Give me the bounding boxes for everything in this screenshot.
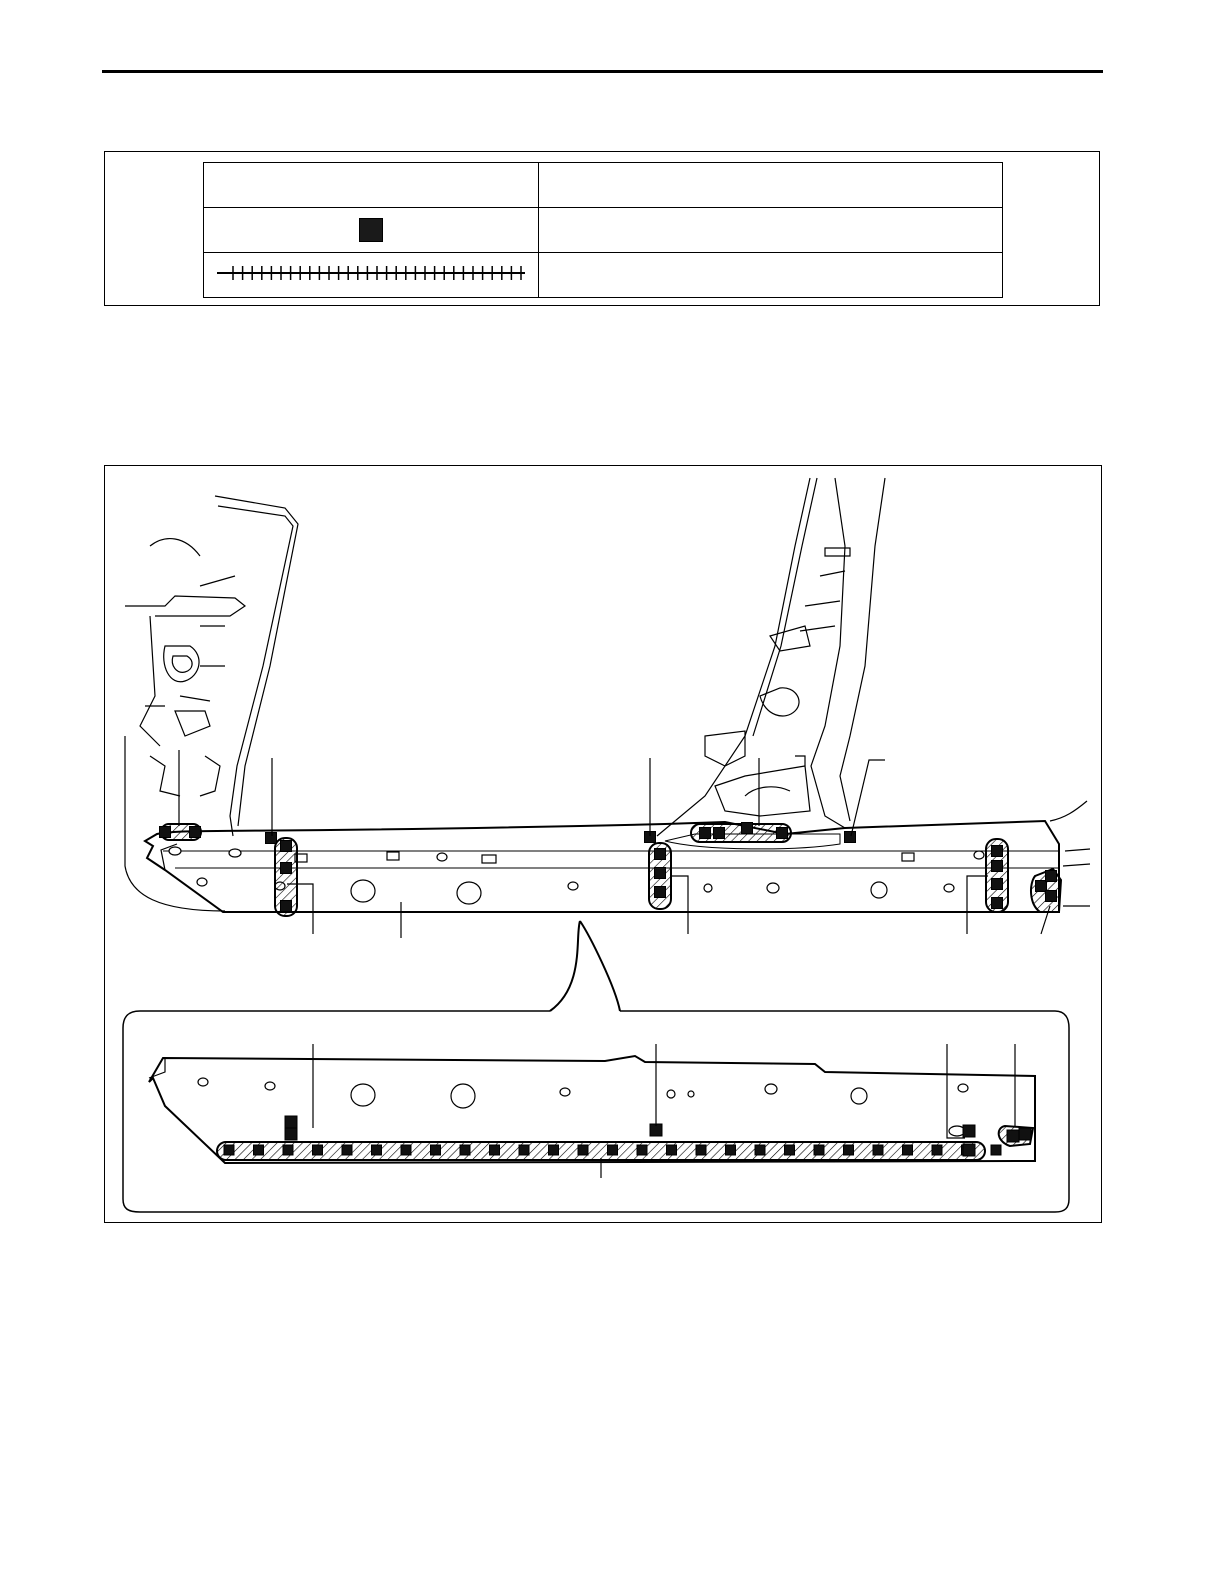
- weld-spot: [1046, 891, 1057, 902]
- weld-spot: [873, 1145, 883, 1155]
- weld-spot: [281, 841, 292, 852]
- weld-spot: [992, 879, 1003, 890]
- weld-spot: [714, 828, 725, 839]
- weld-spot: [992, 898, 1003, 909]
- weld-spot: [785, 1145, 795, 1155]
- weld-spot: [281, 901, 292, 912]
- center-pillar-outline: [657, 478, 885, 836]
- legend-row-spot-weld: [204, 208, 1003, 253]
- weld-spot: [844, 1145, 854, 1155]
- weld-spot: [578, 1145, 588, 1155]
- legend-panel: [104, 151, 1100, 306]
- legend-row-continuous-weld: [204, 253, 1003, 298]
- weld-spot: [266, 833, 277, 844]
- weld-spot: [655, 868, 666, 879]
- weld-spot: [845, 832, 856, 843]
- legend-header-symbol: [204, 163, 539, 208]
- weld-groups: [161, 824, 1061, 916]
- weld-spot: [160, 827, 171, 838]
- weld-spot: [963, 1144, 975, 1156]
- header-rule: [102, 70, 1103, 73]
- diagram-panel: [104, 465, 1102, 1223]
- weld-spot: [431, 1145, 441, 1155]
- weld-spot: [608, 1145, 618, 1155]
- weld-spot: [992, 846, 1003, 857]
- weld-spot: [932, 1145, 942, 1155]
- weld-spot: [814, 1145, 824, 1155]
- weld-spot: [637, 1145, 647, 1155]
- weld-spot: [1007, 1130, 1019, 1142]
- weld-spot: [224, 1145, 234, 1155]
- weld-spot: [992, 861, 1003, 872]
- weld-spot: [963, 1125, 975, 1137]
- weld-spot: [903, 1145, 913, 1155]
- weld-spot: [285, 1116, 297, 1128]
- weld-spot: [281, 863, 292, 874]
- weld-spot: [460, 1145, 470, 1155]
- continuous-weld-line-icon: [211, 263, 531, 283]
- weld-spot: [372, 1145, 382, 1155]
- weld-spot: [190, 827, 201, 838]
- weld-spot: [696, 1145, 706, 1155]
- legend-row-desc: [539, 208, 1003, 253]
- leader-lines: [179, 750, 1050, 938]
- weld-spot: [401, 1145, 411, 1155]
- weld-spot: [991, 1145, 1001, 1155]
- weld-spot: [549, 1145, 559, 1155]
- weld-spot: [283, 1145, 293, 1155]
- weld-spot: [655, 887, 666, 898]
- weld-spot: [726, 1145, 736, 1155]
- legend-header-desc: [539, 163, 1003, 208]
- weld-spot: [1019, 1128, 1031, 1140]
- rocker-panel-weld-diagram: [105, 466, 1101, 1222]
- legend-row-desc: [539, 253, 1003, 298]
- weld-spot: [342, 1145, 352, 1155]
- spot-weld-square-icon: [359, 218, 383, 242]
- weld-spot: [700, 828, 711, 839]
- weld-spot: [667, 1145, 677, 1155]
- weld-spot: [313, 1145, 323, 1155]
- weld-spot: [285, 1128, 297, 1140]
- weld-spot: [1046, 871, 1057, 882]
- weld-spot: [777, 828, 788, 839]
- weld-spot: [655, 849, 666, 860]
- detail-callout: [123, 921, 1069, 1212]
- weld-spot: [490, 1145, 500, 1155]
- weld-spot: [519, 1145, 529, 1155]
- legend-table: [203, 162, 1003, 298]
- weld-spot: [1036, 881, 1047, 892]
- weld-spot: [254, 1145, 264, 1155]
- weld-spot: [742, 823, 753, 834]
- legend-header-row: [204, 163, 1003, 208]
- weld-spot: [755, 1145, 765, 1155]
